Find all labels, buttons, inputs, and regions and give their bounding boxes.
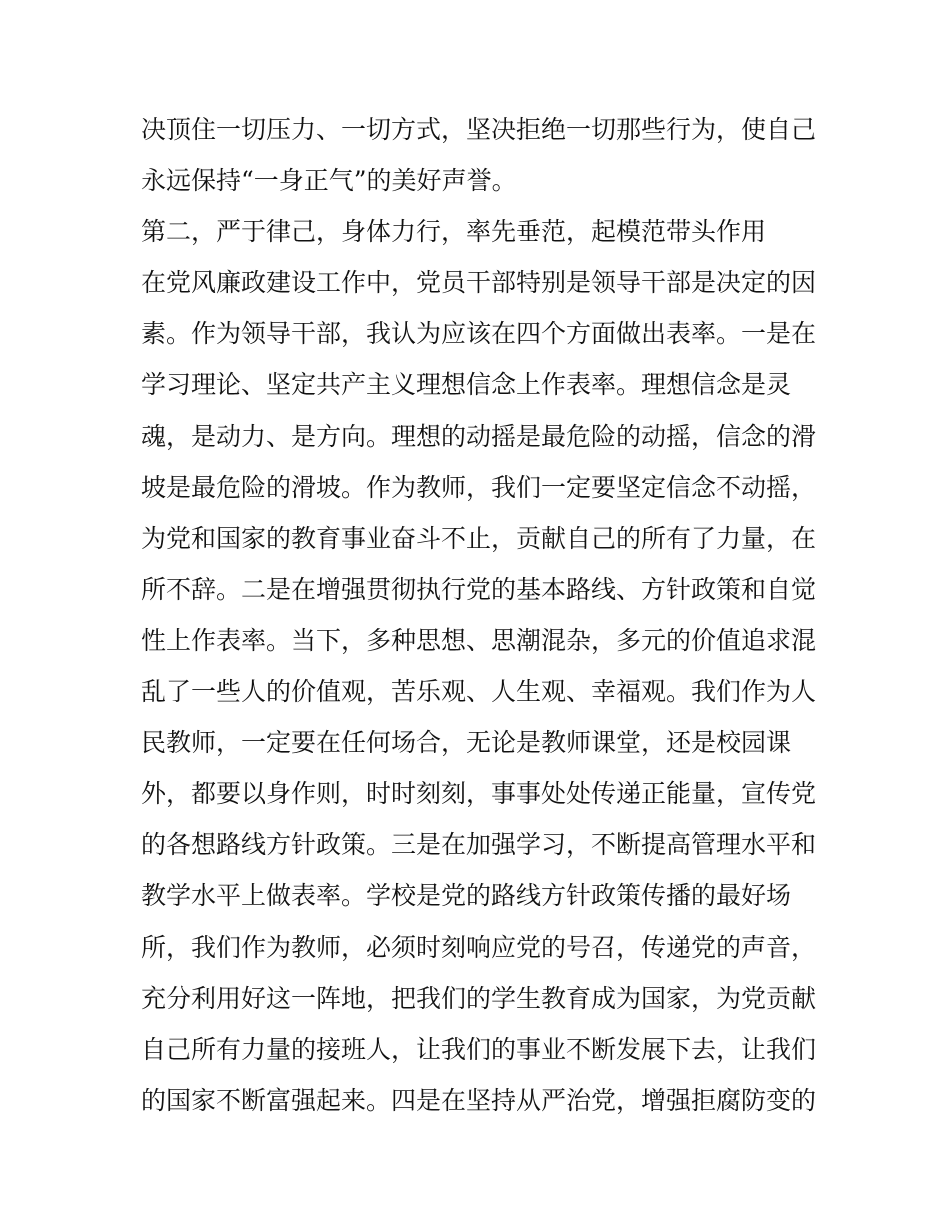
text-line: 所，我们作为教师，必须时刻响应党的号召，传递党的声音，: [141, 932, 817, 962]
section-heading: 第二，严于律己，身体力行，率先垂范，起模范带头作用: [141, 217, 767, 247]
text-line: 魂，是动力、是方向。理想的动摇是最危险的动摇，信念的滑: [141, 421, 817, 451]
text-line: 民教师，一定要在任何场合，无论是教师课堂，还是校园课: [141, 728, 792, 758]
text-line: 学习理论、坚定共产主义理想信念上作表率。理想信念是灵: [141, 370, 792, 400]
text-line: 的国家不断富强起来。四是在坚持从严治党，增强拒腐防变的: [141, 1085, 817, 1115]
text-line: 外，都要以身作则，时时刻刻，事事处处传递正能量，宣传党: [141, 779, 817, 809]
text-line: 乱了一些人的价值观，苦乐观、人生观、幸福观。我们作为人: [141, 677, 817, 707]
text-line: 决顶住一切压力、一切方式，坚决拒绝一切那些行为，使自己: [141, 115, 817, 144]
text-line: 坡是最危险的滑坡。作为教师，我们一定要坚定信念不动摇，: [141, 472, 817, 502]
text-line: 所不辞。二是在增强贯彻执行党的基本路线、方针政策和自觉: [141, 574, 817, 604]
text-line: 性上作表率。当下，多种思想、思潮混杂，多元的价值追求混: [141, 625, 817, 655]
text-line: 教学水平上做表率。学校是党的路线方针政策传播的最好场: [141, 881, 792, 911]
text-line: 永远保持“一身正气”的美好声誉。: [141, 166, 517, 196]
text-line: 的各想路线方针政策。三是在加强学习，不断提高管理水平和: [141, 830, 817, 860]
text-line: 为党和国家的教育事业奋斗不止，贡献自己的所有了力量，在: [141, 523, 817, 553]
text-line: 自己所有力量的接班人，让我们的事业不断发展下去，让我们: [141, 1034, 817, 1064]
text-line: 素。作为领导干部，我认为应该在四个方面做出表率。一是在: [141, 319, 817, 349]
text-line: 充分利用好这一阵地，把我们的学生教育成为国家，为党贡献: [141, 983, 817, 1013]
body-text: [141, 104, 821, 1126]
text-line: 在党风廉政建设工作中，党员干部特别是领导干部是决定的因: [141, 268, 817, 298]
